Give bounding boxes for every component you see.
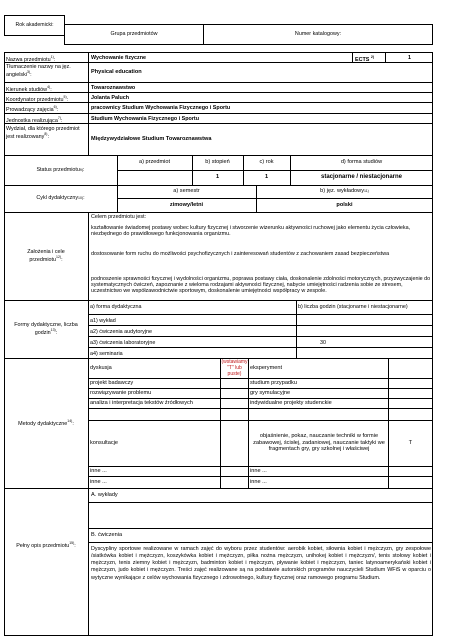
coordinator-value: Jolanta Paluch xyxy=(91,95,130,101)
method-discussion: dyskusja xyxy=(90,364,112,371)
method-problem-solving: rozwiązywanie problemu xyxy=(90,389,152,396)
method-demonstration-mark: T xyxy=(408,439,413,446)
method-text-analysis: analiza i interpretacja tekstów źródłowych xyxy=(90,399,193,406)
forms-item-1: a1) wykład xyxy=(90,318,116,324)
method-other-right-2: inne ... xyxy=(250,478,267,485)
lecturers-label: Prowadzący zajęcia$^{6)}$: xyxy=(6,105,59,113)
description-exercises: B. ćwiczenia xyxy=(91,531,123,538)
cycle-label: Cykl dydaktyczny 10) : xyxy=(36,195,85,202)
unit-label: Jednostka realizująca$^{7)}$: xyxy=(6,116,63,124)
subject-name-value: Wychowanie fizyczne xyxy=(91,55,147,61)
status-c-header: c) rok xyxy=(259,159,274,166)
methods-hint: (wstawiamy "T" lub puste) xyxy=(221,359,248,377)
status-a-header: a) przedmiot xyxy=(138,159,171,166)
field-of-study-value: Towaroznawstwo xyxy=(91,85,136,91)
cycle-b-header: b) jęz. wykładowy 11) xyxy=(320,188,369,195)
status-b-value: 1 xyxy=(215,174,220,181)
unit-value: Studium Wychowania Fizycznego i Sportu xyxy=(91,116,200,122)
forms-item-2: a2) ćwiczenia audytoryjne xyxy=(90,329,153,335)
cycle-a-value: zimowy/letni xyxy=(169,201,204,208)
status-d-value: stacjonarne / niestacjonarne xyxy=(320,174,403,181)
goals-label: Założenia i cele przedmiotu$^{12)}$: xyxy=(27,248,65,263)
faculty-label: Wydział, dla którego przedmiot jest realizowany$^{8)}$: xyxy=(6,126,80,140)
header-catalog-label: Numer katalogowy: xyxy=(294,31,342,38)
status-c-value: 1 xyxy=(264,174,269,181)
goals-point-3: podnoszenie sprawności fizycznej i wydolności organizmu, poprawa postawy ciała, doskonalenie zdolności motorycznych, przyzwyczajenie do systematycznych ćwiczeń, zapoznanie z wieloma rodzajami aktywności fizycznej, nabycie umiejętności radzenia sobie ze stresem, uczestnictwo we współzawodnictwie sportowym, doskonalenie umiejętności współpracy w zespole. xyxy=(91,276,431,295)
translation-value: Physical education xyxy=(91,68,142,75)
method-other-left-1: inne ... xyxy=(90,467,107,474)
method-other-right-1: inne ... xyxy=(250,467,267,474)
forms-label: Formy dydaktyczne, liczba godzin$^{13)}$: xyxy=(14,321,78,336)
goals-point-1: kształtowanie świadomej postawy wobec kultury fizycznej i stworzenie wizerunku aktywności ruchowej jako elementu życia człowieka, niezbędnego do prawidłowego funkcjonowania organizmu. xyxy=(91,225,411,238)
status-label: Status przedmiotu 9) : xyxy=(36,166,85,173)
forms-a-header: a) forma dydaktyczna xyxy=(90,304,142,310)
status-b-header: b) stopień xyxy=(205,159,230,166)
forms-b-header: b) liczba godzin (stacjonarne i niestacjonarne) xyxy=(298,304,408,310)
method-experiment: eksperyment xyxy=(250,364,283,371)
method-consultations: konsultacje xyxy=(90,439,118,446)
description-lectures: A. wykłady xyxy=(91,491,118,498)
coordinator-label: Koordynator przedmiotu$^{5)}$: xyxy=(6,95,69,103)
method-other-left-2: inne ... xyxy=(90,478,107,485)
method-research-project: projekt badawczy xyxy=(90,379,134,386)
ects-value: 1 xyxy=(408,55,411,61)
ects-label: ECTS $^{2)}$ xyxy=(355,55,375,63)
lecturers-value: pracownicy Studium Wychowania Fizycznego i Sportu xyxy=(91,105,231,111)
description-label: Pełny opis przedmiotu$^{15)}$: xyxy=(16,541,76,549)
cycle-b-value: polski xyxy=(336,201,353,208)
subject-name-label: Nazwa przedmiotu$^{1)}$: xyxy=(6,55,56,63)
method-demonstration: objaśnienie, pokaz, nauczanie techniki w formie zabawowej, ścisłej, zadaniowej, nauczanie taktyki we fragmentach gry, gry szkolnej i właściwej xyxy=(253,433,385,453)
faculty-value: Międzywydziałowe Studium Towaroznawstwa xyxy=(91,135,212,142)
goals-intro: Celem przedmiotu jest: xyxy=(91,214,147,220)
header-year-label: Rok akademicki: xyxy=(15,21,54,28)
methods-label: Metody dydaktyczne$^{14)}$: xyxy=(18,419,74,427)
field-of-study-label: Kierunek studiów$^{4)}$: xyxy=(6,85,52,93)
forms-item-4: a4) seminaria xyxy=(90,351,123,357)
method-simulation-games: gry symulacyjne xyxy=(250,389,291,396)
description-text: Dyscypliny sportowe realizowane w ramach zajęć do wyboru przez studentów: aerobik kobiet, siłownia kobiet i mężczyzn, gry zespołowe /siatkówka kobiet i mężczyzn, koszykówka kobiet i mężczyzn, piłka nożna mężczyzn, unihokej kobiet i mężczyzn/, tenis stołowy kobiet i mężczyzn, tenis ziemny kobiet i mężczyzn, badminton kobiet i mężczyzn, pływanie kobiet i mężczyzn, taniec latynoamerykański kobiet i mężczyzn, judo kobiet i mężczyzn. Treści zajęć realizowane są na podstawie autorskich programów nauczycieli Studium WFiS w oparciu o wytyczne wynikające z celów wychowania fizycznego i zdrowotnego, kultury fizycznej oraz ramowego programu Studium. xyxy=(91,546,431,581)
forms-hours-a3: 30 xyxy=(320,340,326,346)
cycle-a-header: a) semestr xyxy=(173,188,200,195)
header-group-label: Grupa przedmiotów xyxy=(110,31,158,38)
translation-label: Tłumaczenie nazwy na jęz. angielski$^{3)}$: xyxy=(6,64,71,78)
goals-point-2: dostosowanie form ruchu do możliwości psychofizycznych i zainteresowań studentów z zachowaniem zasad bezpieczeństwa xyxy=(91,251,390,257)
method-case-study: studium przypadku xyxy=(250,379,297,386)
forms-item-3: a3) ćwiczenia laboratoryjne xyxy=(90,340,156,346)
method-individual-projects: indywidualne projekty studenckie xyxy=(250,399,332,406)
status-d-header: d) forma studiów xyxy=(340,159,383,166)
